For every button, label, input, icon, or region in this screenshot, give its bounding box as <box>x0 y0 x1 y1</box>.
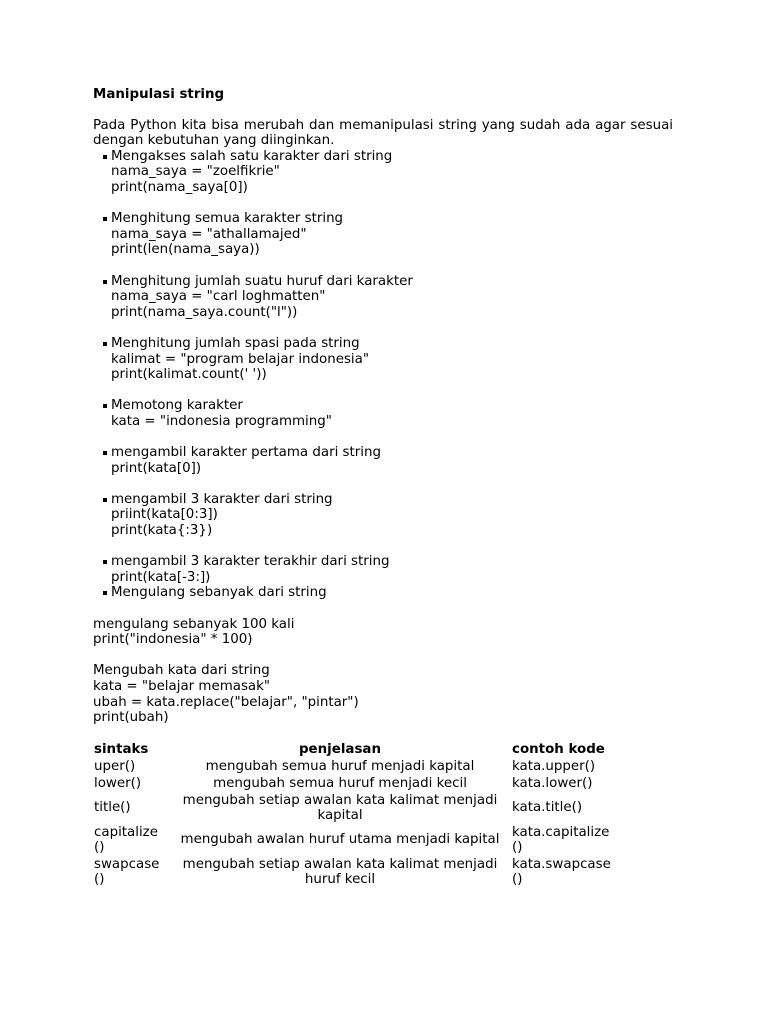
code-line: nama_saya = "carl loghmatten" <box>111 289 326 305</box>
code-line: kata = "indonesia programming" <box>111 413 332 429</box>
code-line: print(kata[0]) <box>111 460 202 476</box>
table-cell: mengubah setiap awalan kata kalimat menjadi kapital <box>182 792 498 823</box>
table-row <box>93 824 613 856</box>
list-item <box>93 398 673 429</box>
code-line: print(nama_saya.count("l")) <box>111 304 298 320</box>
intro-paragraph: Pada Python kita bisa merubah dan memanipulasi string yang sudah ada agar sesuai dengan kebutuhan yang diinginkan. <box>93 117 673 149</box>
table-cell: swapcase() <box>94 856 160 887</box>
table-header-row <box>93 741 613 758</box>
list-item <box>93 554 673 585</box>
repeat-example <box>93 617 673 648</box>
code-line: nama_saya = "athallamajed" <box>111 226 307 242</box>
code-line: print(len(nama_saya)) <box>111 242 260 258</box>
list-item-heading: Menghitung jumlah suatu huruf dari karakter <box>111 273 413 289</box>
string-methods-table <box>93 741 613 888</box>
table-cell: title() <box>94 800 131 816</box>
table-row <box>93 775 613 792</box>
column-header: sintaks <box>94 741 149 757</box>
column-header: penjelasan <box>298 741 382 757</box>
text-line: Mengubah kata dari string <box>93 663 270 679</box>
table-cell: kata.title() <box>512 800 583 816</box>
code-line: print(nama_saya[0]) <box>111 179 248 195</box>
table-row <box>93 792 613 824</box>
table-cell: kata.capitalize() <box>512 824 610 855</box>
list-item-heading: Menghitung jumlah spasi pada string <box>111 335 360 351</box>
list-item-heading: Mengakses salah satu karakter dari string <box>111 148 393 164</box>
list-item-heading: Mengulang sebanyak dari string <box>111 585 327 601</box>
table-cell: uper() <box>94 758 136 774</box>
list-item-heading: mengambil 3 karakter dari string <box>111 491 333 507</box>
list-item <box>93 585 673 601</box>
table-cell: kata.lower() <box>512 775 593 791</box>
list-item-heading: mengambil karakter pertama dari string <box>111 445 381 461</box>
column-header: contoh kode <box>512 741 605 757</box>
text-line: mengulang sebanyak 100 kali <box>93 616 295 632</box>
table-cell: mengubah semua huruf menjadi kecil <box>213 775 467 791</box>
table-cell: mengubah semua huruf menjadi kapital <box>205 758 475 774</box>
code-line: nama_saya = "zoelfikrie" <box>111 164 280 180</box>
list-item <box>93 492 673 539</box>
table-cell: mengubah setiap awalan kata kalimat menjadi huruf kecil <box>182 856 498 887</box>
document-content <box>93 87 673 888</box>
table-row <box>93 856 613 888</box>
table-cell: capitalize() <box>94 824 158 855</box>
document-title: Manipulasi string <box>93 87 225 102</box>
table-cell: kata.swapcase() <box>512 856 611 887</box>
replace-example <box>93 663 673 725</box>
code-line: print(ubah) <box>93 710 169 726</box>
list-item-heading: Memotong karakter <box>111 398 243 414</box>
table-cell: kata.upper() <box>512 758 596 774</box>
list-item-heading: Menghitung semua karakter string <box>111 211 344 227</box>
list-item <box>93 445 673 476</box>
list-item <box>93 211 673 258</box>
code-line: ubah = kata.replace("belajar", "pintar") <box>93 694 359 710</box>
bullet-list <box>93 149 673 601</box>
code-line: kata = "belajar memasak" <box>93 678 271 694</box>
list-item <box>93 149 673 196</box>
list-item-heading: mengambil 3 karakter terakhir dari string <box>111 554 390 570</box>
code-line: print("indonesia" * 100) <box>93 632 253 648</box>
list-item <box>93 274 673 321</box>
table-cell: lower() <box>94 775 142 791</box>
code-line: priint(kata[0:3]) <box>111 507 218 523</box>
code-line: print(kata{:3}) <box>111 523 213 539</box>
code-line: kalimat = "program belajar indonesia" <box>111 351 370 367</box>
code-line: print(kata[-3:]) <box>111 569 211 585</box>
table-cell: mengubah awalan huruf utama menjadi kapital <box>180 832 500 848</box>
code-line: print(kalimat.count(' ')) <box>111 367 267 383</box>
list-item <box>93 336 673 383</box>
table-row <box>93 758 613 775</box>
